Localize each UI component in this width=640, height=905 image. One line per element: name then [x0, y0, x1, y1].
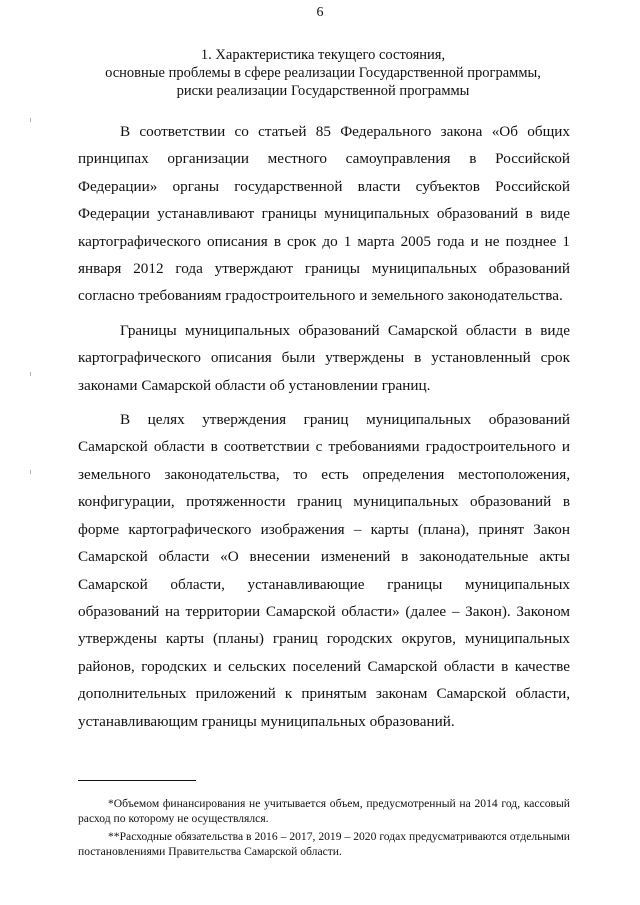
scan-edge-mark [30, 118, 31, 122]
footnote: *Объемом финансирования не учитывается объем, предусмотренный на 2014 год, кассовый расход по которому не осуществлялся. [78, 797, 570, 825]
heading-line: 1. Характеристика текущего состояния, [200, 47, 446, 63]
paragraph: В соответствии со статьей 85 Федерального закона «Об общих принципах организации местного самоуправления в Российской Федерации» органы государственной власти субъектов Российской Федерации устанавливают границы муниципальных образований в виде картографического описания в срок до 1 марта 2005 года и не позднее 1 января 2012 года утверждают границы муниципальных образований согласно требованиям градостроительного и земельного законодательства. [78, 123, 570, 305]
footnote-separator [78, 780, 196, 781]
scan-edge-mark [30, 470, 31, 474]
heading-line: основные проблемы в сфере реализации Государственной программы, [105, 65, 541, 81]
page-number: 6 [316, 5, 324, 20]
paragraph: Границы муниципальных образований Самарской области в виде картографического описания были утверждены в установленный срок законами Самарской области об установлении границ. [78, 321, 570, 394]
body-text [78, 118, 570, 742]
footnotes [78, 796, 570, 862]
footnote: **Расходные обязательства в 2016 – 2017, 2019 – 2020 годах предусматриваются отдельными постановлениями Правительства Самарской области. [78, 830, 570, 858]
scan-edge-mark [30, 372, 31, 376]
section-heading [78, 46, 568, 100]
paragraph: В целях утверждения границ муниципальных образований Самарской области в соответствии с требованиями градостроительного и земельного законодательства, то есть определения местоположения, конфигурации, протяженности границ муниципальных образований в форме картографического изображения – карты (плана), принят Закон Самарской области «О внесении изменений в законодательные акты Самарской области, устанавливающие границы муниципальных образований на территории Самарской области» (далее – Закон). Законом утверждены карты (планы) границ городских округов, муниципальных районов, городских и сельских поселений Самарской области в качестве дополнительных приложений к принятым законам Самарской области, устанавливающим границы муниципальных образований. [78, 411, 570, 730]
heading-line: риски реализации Государственной программы [176, 83, 470, 99]
